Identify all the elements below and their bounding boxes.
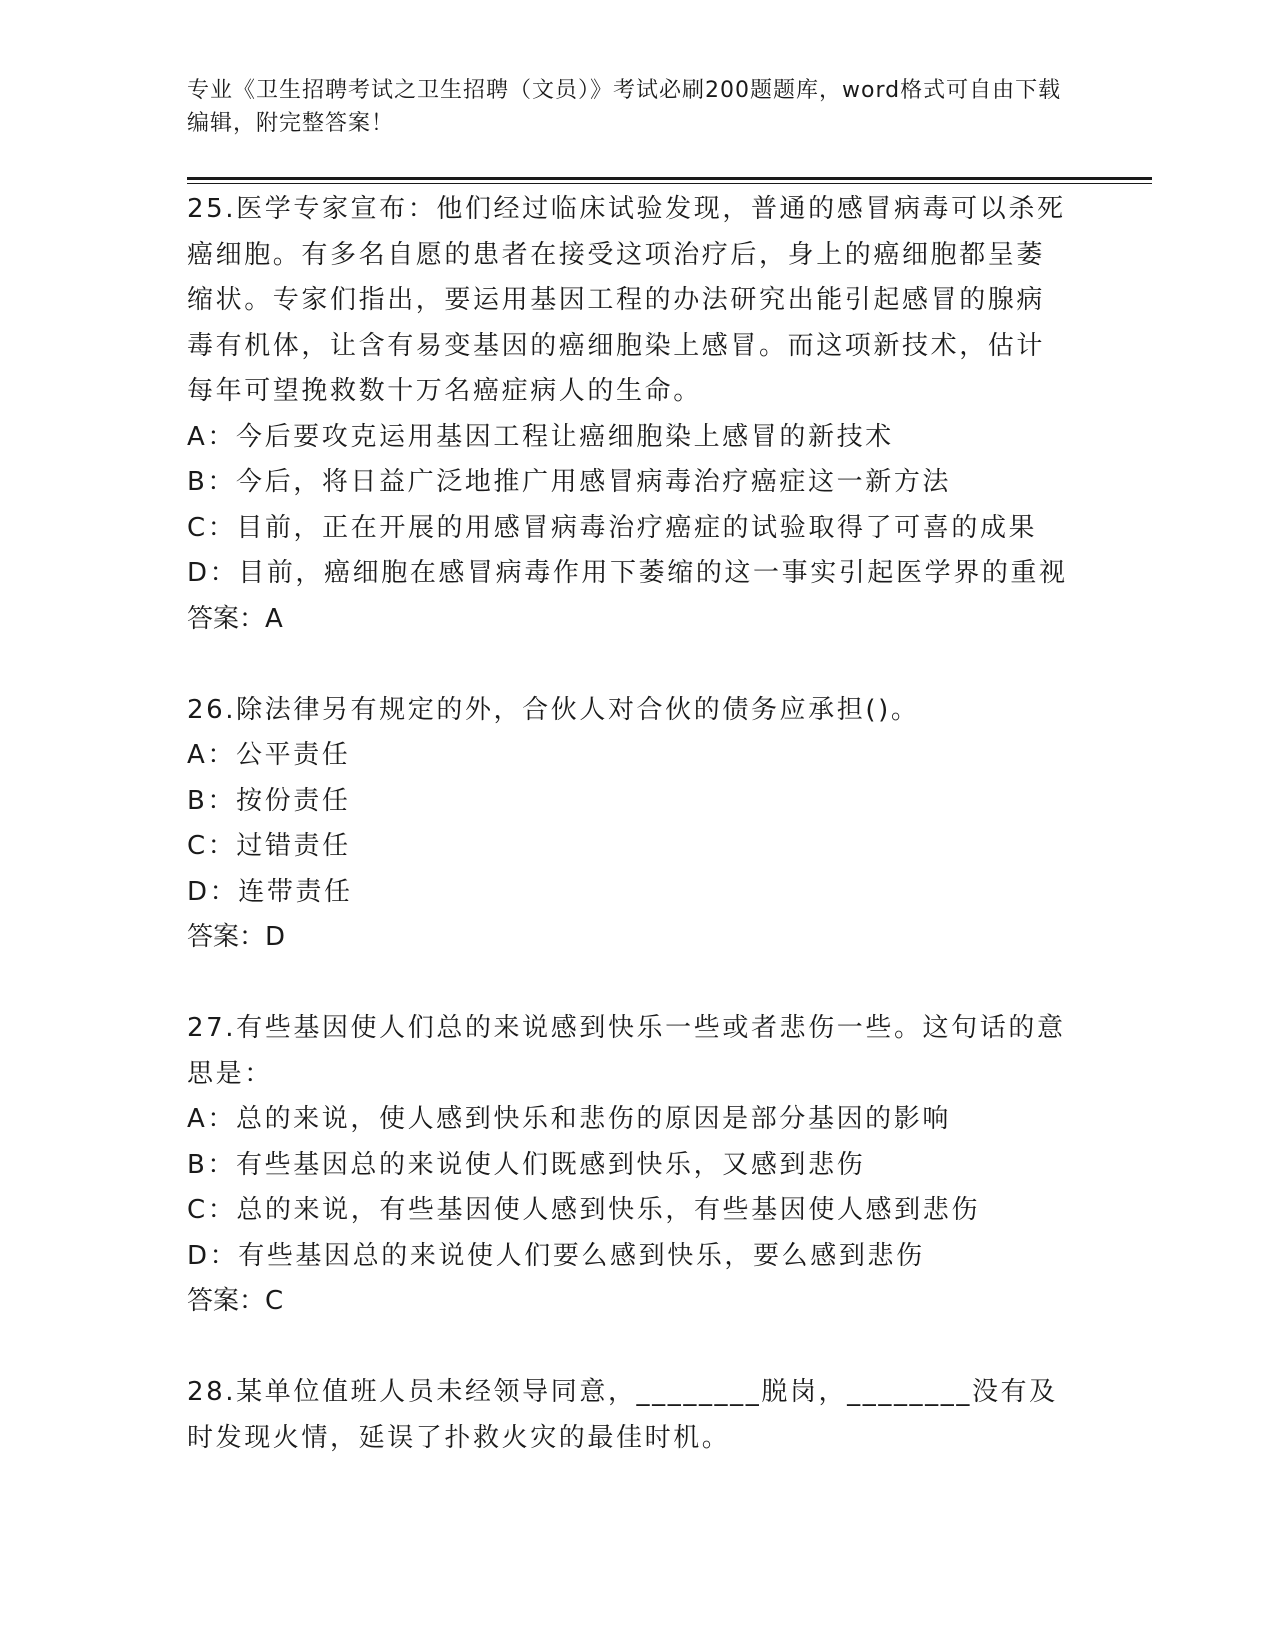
header-divider-thick <box>187 177 1152 180</box>
option-a: A：总的来说，使人感到快乐和悲伤的原因是部分基因的影响 <box>187 1104 951 1134</box>
question-list <box>187 187 1087 1461</box>
option-d: D：有些基因总的来说使人们要么感到快乐，要么感到悲伤 <box>187 1240 925 1271</box>
document-header: 专业《卫生招聘考试之卫生招聘（文员）》考试必刷200题题库，word格式可自由下载编辑，附完整答案！ <box>187 78 1062 136</box>
option-c: C：总的来说，有些基因使人感到快乐，有些基因使人感到悲伤 <box>187 1195 980 1225</box>
question-25 <box>187 187 1087 642</box>
spacer <box>187 1325 1087 1371</box>
option-d: D：目前，癌细胞在感冒病毒作用下萎缩的这一事实引起医学界的重视 <box>187 558 1068 588</box>
question-stem: 28.某单位值班人员未经领导同意，________脱岗，________没有及时发现火情，延误了扑救火灾的最佳时机。 <box>187 1377 1058 1453</box>
option-b: B：今后，将日益广泛地推广用感冒病毒治疗癌症这一新方法 <box>187 467 952 497</box>
question-stem: 25.医学专家宣布：他们经过临床试验发现，普通的感冒病毒可以杀死癌细胞。有多名自愿的患者在接受这项治疗后，身上的癌细胞都呈萎缩状。专家们指出，要运用基因工程的办法研究出能引起感冒的腺病毒有机体，让含有易变基因的癌细胞染上感冒。而这项新技术，估计每年可望挽救数十万名癌症病人的生命。 <box>187 194 1066 406</box>
spacer <box>187 642 1087 688</box>
answer-line: 答案：D <box>187 922 286 952</box>
question-26 <box>187 688 1087 961</box>
answer-line: 答案：A <box>187 603 283 634</box>
question-stem: 26.除法律另有规定的外，合伙人对合伙的债务应承担()。 <box>187 694 920 725</box>
option-a: A：今后要攻克运用基因工程让癌细胞染上感冒的新技术 <box>187 421 894 452</box>
header-divider-thin <box>187 183 1152 184</box>
answer-line: 答案：C <box>187 1286 284 1316</box>
option-c: C：目前，正在开展的用感冒病毒治疗癌症的试验取得了可喜的成果 <box>187 512 1038 543</box>
option-b: B：按份责任 <box>187 785 351 816</box>
option-c: C：过错责任 <box>187 831 351 861</box>
option-d: D：连带责任 <box>187 876 353 907</box>
spacer <box>187 961 1087 1007</box>
option-a: A：公平责任 <box>187 740 351 770</box>
option-b: B：有些基因总的来说使人们既感到快乐，又感到悲伤 <box>187 1149 866 1180</box>
question-stem: 27.有些基因使人们总的来说感到快乐一些或者悲伤一些。这句话的意思是： <box>187 1013 1066 1089</box>
question-27 <box>187 1006 1087 1325</box>
question-28 <box>187 1370 1087 1461</box>
